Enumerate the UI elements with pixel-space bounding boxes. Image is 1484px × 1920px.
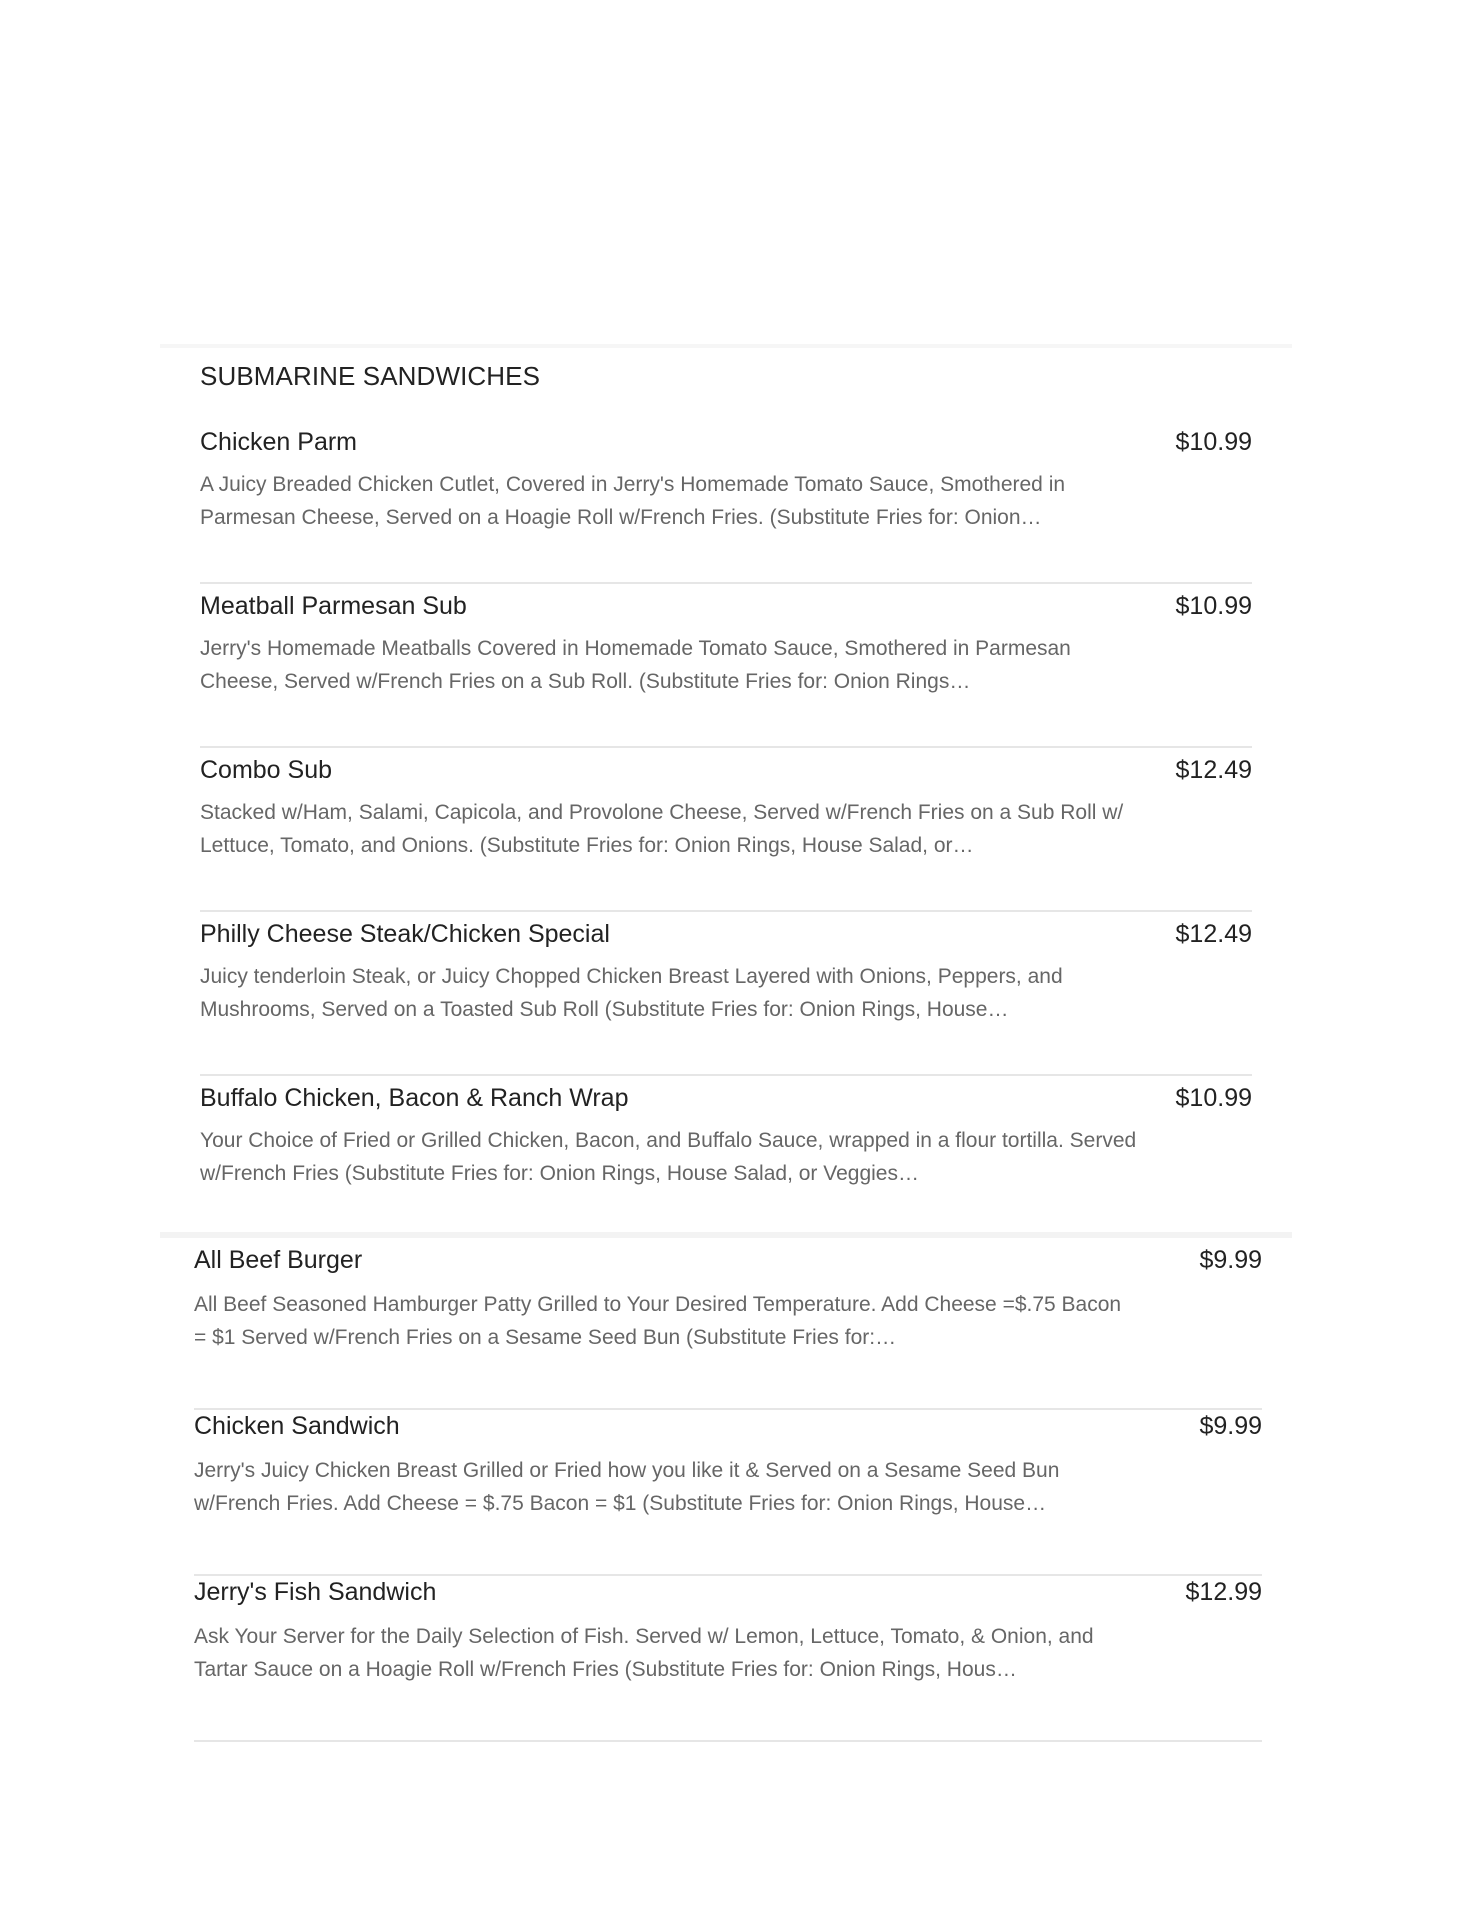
- menu-item-price: $10.99: [1175, 1084, 1252, 1112]
- menu-item-description: Stacked w/Ham, Salami, Capicola, and Provolone Cheese, Served w/French Fries on a Sub Roll w/ Lettuce, Tomato, and Onions. (Substitute Fries for: Onion Rings, House Salad, or…: [200, 801, 1124, 857]
- menu-item-price: $9.99: [1199, 1246, 1262, 1274]
- menu-item[interactable]: [200, 748, 1252, 912]
- menu-item-name: Buffalo Chicken, Bacon & Ranch Wrap: [200, 1084, 629, 1112]
- section-title: SUBMARINE SANDWICHES: [200, 361, 541, 391]
- menu-item-name: Combo Sub: [200, 756, 333, 784]
- menu-item-list: [200, 420, 1252, 1240]
- menu-item[interactable]: [200, 584, 1252, 748]
- menu-item-list: [194, 1244, 1262, 1742]
- menu-item-description: Your Choice of Fried or Grilled Chicken, Bacon, and Buffalo Sauce, wrapped in a flour tortilla. Served w/French Fries (Substitute Fries for: Onion Rings, House Salad, or Veggies…: [200, 1129, 1137, 1185]
- menu-item-description: Jerry's Juicy Chicken Breast Grilled or Fried how you like it & Served on a Sesame Seed Bun w/French Fries. Add Cheese = $.75 Bacon = $1 (Substitute Fries for: Onion Rings, House…: [194, 1459, 1060, 1515]
- menu-item-price: $10.99: [1175, 592, 1252, 620]
- menu-item-description: A Juicy Breaded Chicken Cutlet, Covered in Jerry's Homemade Tomato Sauce, Smothered in Parmesan Cheese, Served on a Hoagie Roll w/French Fries. (Substitute Fries for: Onion…: [200, 473, 1066, 529]
- menu-item-price: $9.99: [1199, 1412, 1262, 1440]
- menu-section-burgers: [160, 1244, 1292, 1724]
- menu-item[interactable]: [200, 1076, 1252, 1240]
- menu-item-price: $12.99: [1185, 1578, 1262, 1606]
- menu-section-submarine-sandwiches: [160, 344, 1292, 1238]
- menu-item-description: Juicy tenderloin Steak, or Juicy Chopped Chicken Breast Layered with Onions, Peppers, and Mushrooms, Served on a Toasted Sub Roll (Substitute Fries for: Onion Rings, House…: [200, 965, 1063, 1021]
- menu-item-price: $12.49: [1175, 920, 1252, 948]
- menu-item[interactable]: [200, 420, 1252, 584]
- menu-item[interactable]: [194, 1410, 1262, 1576]
- menu-item[interactable]: [194, 1244, 1262, 1410]
- menu-item-name: Chicken Parm: [200, 428, 357, 456]
- menu-item-name: Chicken Sandwich: [194, 1412, 400, 1440]
- menu-item-name: Philly Cheese Steak/Chicken Special: [200, 920, 610, 948]
- menu-item[interactable]: [200, 912, 1252, 1076]
- menu-item-name: Meatball Parmesan Sub: [200, 592, 467, 620]
- menu-item-price: $12.49: [1175, 756, 1252, 784]
- menu-item-name: All Beef Burger: [194, 1246, 363, 1274]
- menu-item-description: Jerry's Homemade Meatballs Covered in Homemade Tomato Sauce, Smothered in Parmesan Cheese, Served w/French Fries on a Sub Roll. (Substitute Fries for: Onion Rings…: [200, 637, 1071, 693]
- menu-item[interactable]: [194, 1576, 1262, 1742]
- menu-item-name: Jerry's Fish Sandwich: [194, 1578, 437, 1606]
- menu-item-price: $10.99: [1175, 428, 1252, 456]
- menu-item-description: All Beef Seasoned Hamburger Patty Grilled to Your Desired Temperature. Add Cheese =$.75 Bacon = $1 Served w/French Fries on a Sesame Seed Bun (Substitute Fries for:…: [194, 1293, 1122, 1349]
- menu-item-description: Ask Your Server for the Daily Selection of Fish. Served w/ Lemon, Lettuce, Tomato, & Onion, and Tartar Sauce on a Hoagie Roll w/French Fries (Substitute Fries for: Onion Rings, Hous…: [194, 1625, 1094, 1681]
